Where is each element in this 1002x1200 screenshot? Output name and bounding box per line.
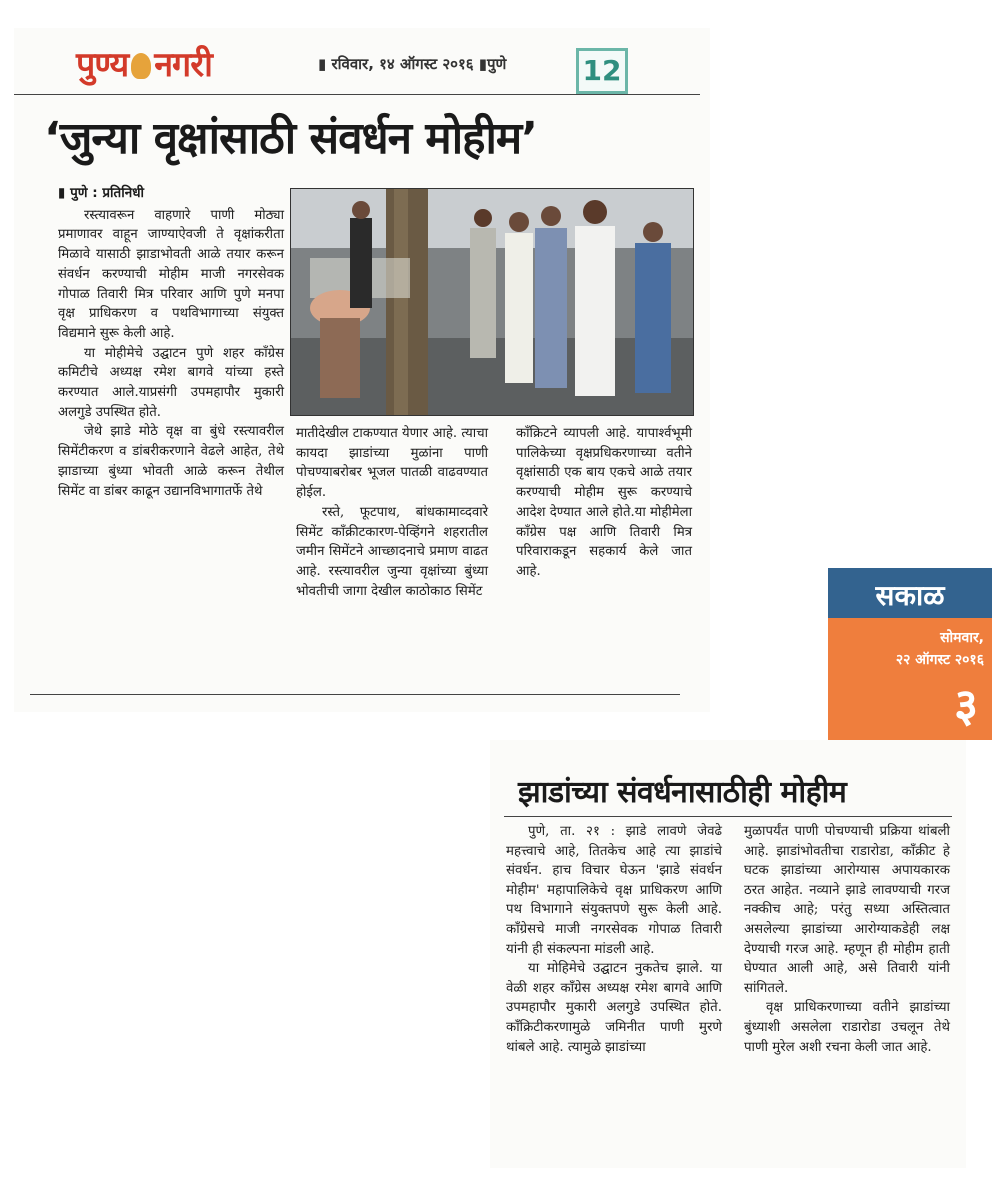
bottom-rule [30,694,680,695]
column-1 [506,822,722,1057]
paragraph: पुणे, ता. २१ : झाडे लावणे जेवढे महत्त्वाचे आहे, तितकेच आहे त्या झाडांचे संवर्धन. हाच विचार घेऊन 'झाडे संवर्धन मोहीम' महापालिकेचे वृक्ष प्राधिकरण आणि पथ विभागाने संयुक्तपणे सुरू केली आहे. काँग्रेसचे माजी नगरसेवक गोपाळ तिवारी यांनी ही संकल्पना मांडली आहे. [506,824,722,957]
pudhari-clipping [14,28,710,712]
photo-illustration [290,188,694,416]
sakal-page-number: ३ [954,678,978,732]
paragraph: या मोहिमेचे उद्घाटन नुकतेच झाले. या वेळी शहर काँग्रेस अध्यक्ष रमेश बागवे आणि उपमहापौर मुकारी अलगुडे उपस्थित होते. काँक्रिटीकरणामुळे जमिनीत पाणी मुरणे थांबले आहे. त्यामुळे झाडांच्या [506,961,722,1055]
column-2 [744,822,950,1057]
paragraph: मातीदेखील टाकण्यात येणार आहे. त्याचा कायदा झाडांच्या मुळांना पाणी पोचण्याबरोबर भूजल पातळी वाढवण्यात होईल. [296,426,488,501]
page-number: 12 [576,48,628,94]
news-photo [290,188,694,416]
sakal-day: सोमवार, [940,630,984,646]
dateline: ▮ रविवार, १४ ऑगस्ट २०१६ ▮पुणे [318,55,507,73]
newspaper-logo [76,40,212,86]
headline: झाडांच्या संवर्धनासाठीही मोहीम [518,775,847,810]
paragraph: काँक्रिटने व्यापली आहे. यापार्श्वभूमी पालिकेच्या वृक्षप्रधिकरणाच्या वतीने वृक्षांसाठी एक बाय एकचे आळे तयार करण्याची मोहीम सुरू करण्याचे आदेश देण्यात आले होते.या मोहीमेला काँग्रेस पक्ष आणि तिवारी मित्र परिवाराकडून सहकार्य केले जात आहे. [516,426,692,579]
logo-text-right: नगरी [154,45,212,85]
paragraph: वृक्ष प्राधिकरणाच्या वतीने झाडांच्या बुंध्याशी असलेला राडारोडा उचलून तेथे पाणी मुरेल अशी रचना केली जात आहे. [744,1000,950,1055]
sakal-badge [828,568,992,740]
paragraph: रस्ते, फूटपाथ, बांधकामाव्दवारे सिमेंट काँक्रीटकारण-पेव्हिंगने शहरातील जमीन सिमेंटने आच्छादनाचे प्रमाण वाढत आहे. रस्त्यावरील जुन्या वृक्षांच्या बुंध्या भोवतीची जागा देखील काठोकाठ सिमेंट [296,504,488,599]
top-rule [14,94,700,95]
column-3 [516,424,692,582]
masthead [38,36,678,92]
logo-emblem-icon [131,53,151,79]
paragraph: या मोहीमेचे उद्घाटन पुणे शहर काँग्रेस कमिटीचे अध्यक्ष रमेश बागवे यांच्या हस्ते करण्यात आले.याप्रसंगी उपमहापौर मुकारी अलगुडे उपस्थित होते. [58,345,284,420]
byline: ▮ पुणे : प्रतिनिधी [58,185,145,201]
paragraph: जेथे झाडे मोठे वृक्ष वा बुंधे रस्त्यावरील सिमेंटीकरण व डांबरीकरणाने वेढले आहेत, तेथे झाडाच्या बुंध्या भोवती आळे करून तेथील सिमेंट वा डांबर काढून उद्यानविभागातर्फे तेथे [58,424,284,499]
column-2 [296,424,488,601]
paragraph: मुळापर्यंत पाणी पोचण्याची प्रक्रिया थांबली आहे. झाडांभोवतीचा राडारोडा, काँक्रीट हे घटक झाडांच्या आरोग्यास अपायकारक ठरत आहेत. नव्याने झाडे लावण्याची गरज नक्कीच आहे; परंतु सध्या अस्तित्वात असलेल्या झाडांच्या आरोग्याकडेही लक्ष देण्याची गरज आहे. म्हणून ही मोहीम हाती घेण्यात आली आहे, असे तिवारी यांनी सांगितले. [744,824,950,996]
headline: ‘जुन्या वृक्षांसाठी संवर्धन मोहीम’ [44,113,537,164]
column-1 [58,184,284,501]
paragraph: रस्त्यावरून वाहणारे पाणी मोठ्या प्रमाणावर वाहून जाण्याऐवजी ते वृक्षांकरीता मिळावे यासाठी झाडाभोवती आळे तयार करून संवर्धन करण्याची मोहीम माजी नगरसेवक गोपाळ तिवारी मित्र परिवार आणि पुणे मनपा वृक्ष प्राधिकरण व पथविभागाच्या संयुक्त विद्यमाने सुरू केली आहे. [58,207,284,341]
sakal-date: २२ ऑगस्ट २०१६ [895,652,984,668]
sakal-logo: सकाळ [875,579,945,612]
sakal-clipping [490,740,966,1168]
logo-text-left: पुण्य [76,45,129,85]
headline-rule [504,816,952,817]
